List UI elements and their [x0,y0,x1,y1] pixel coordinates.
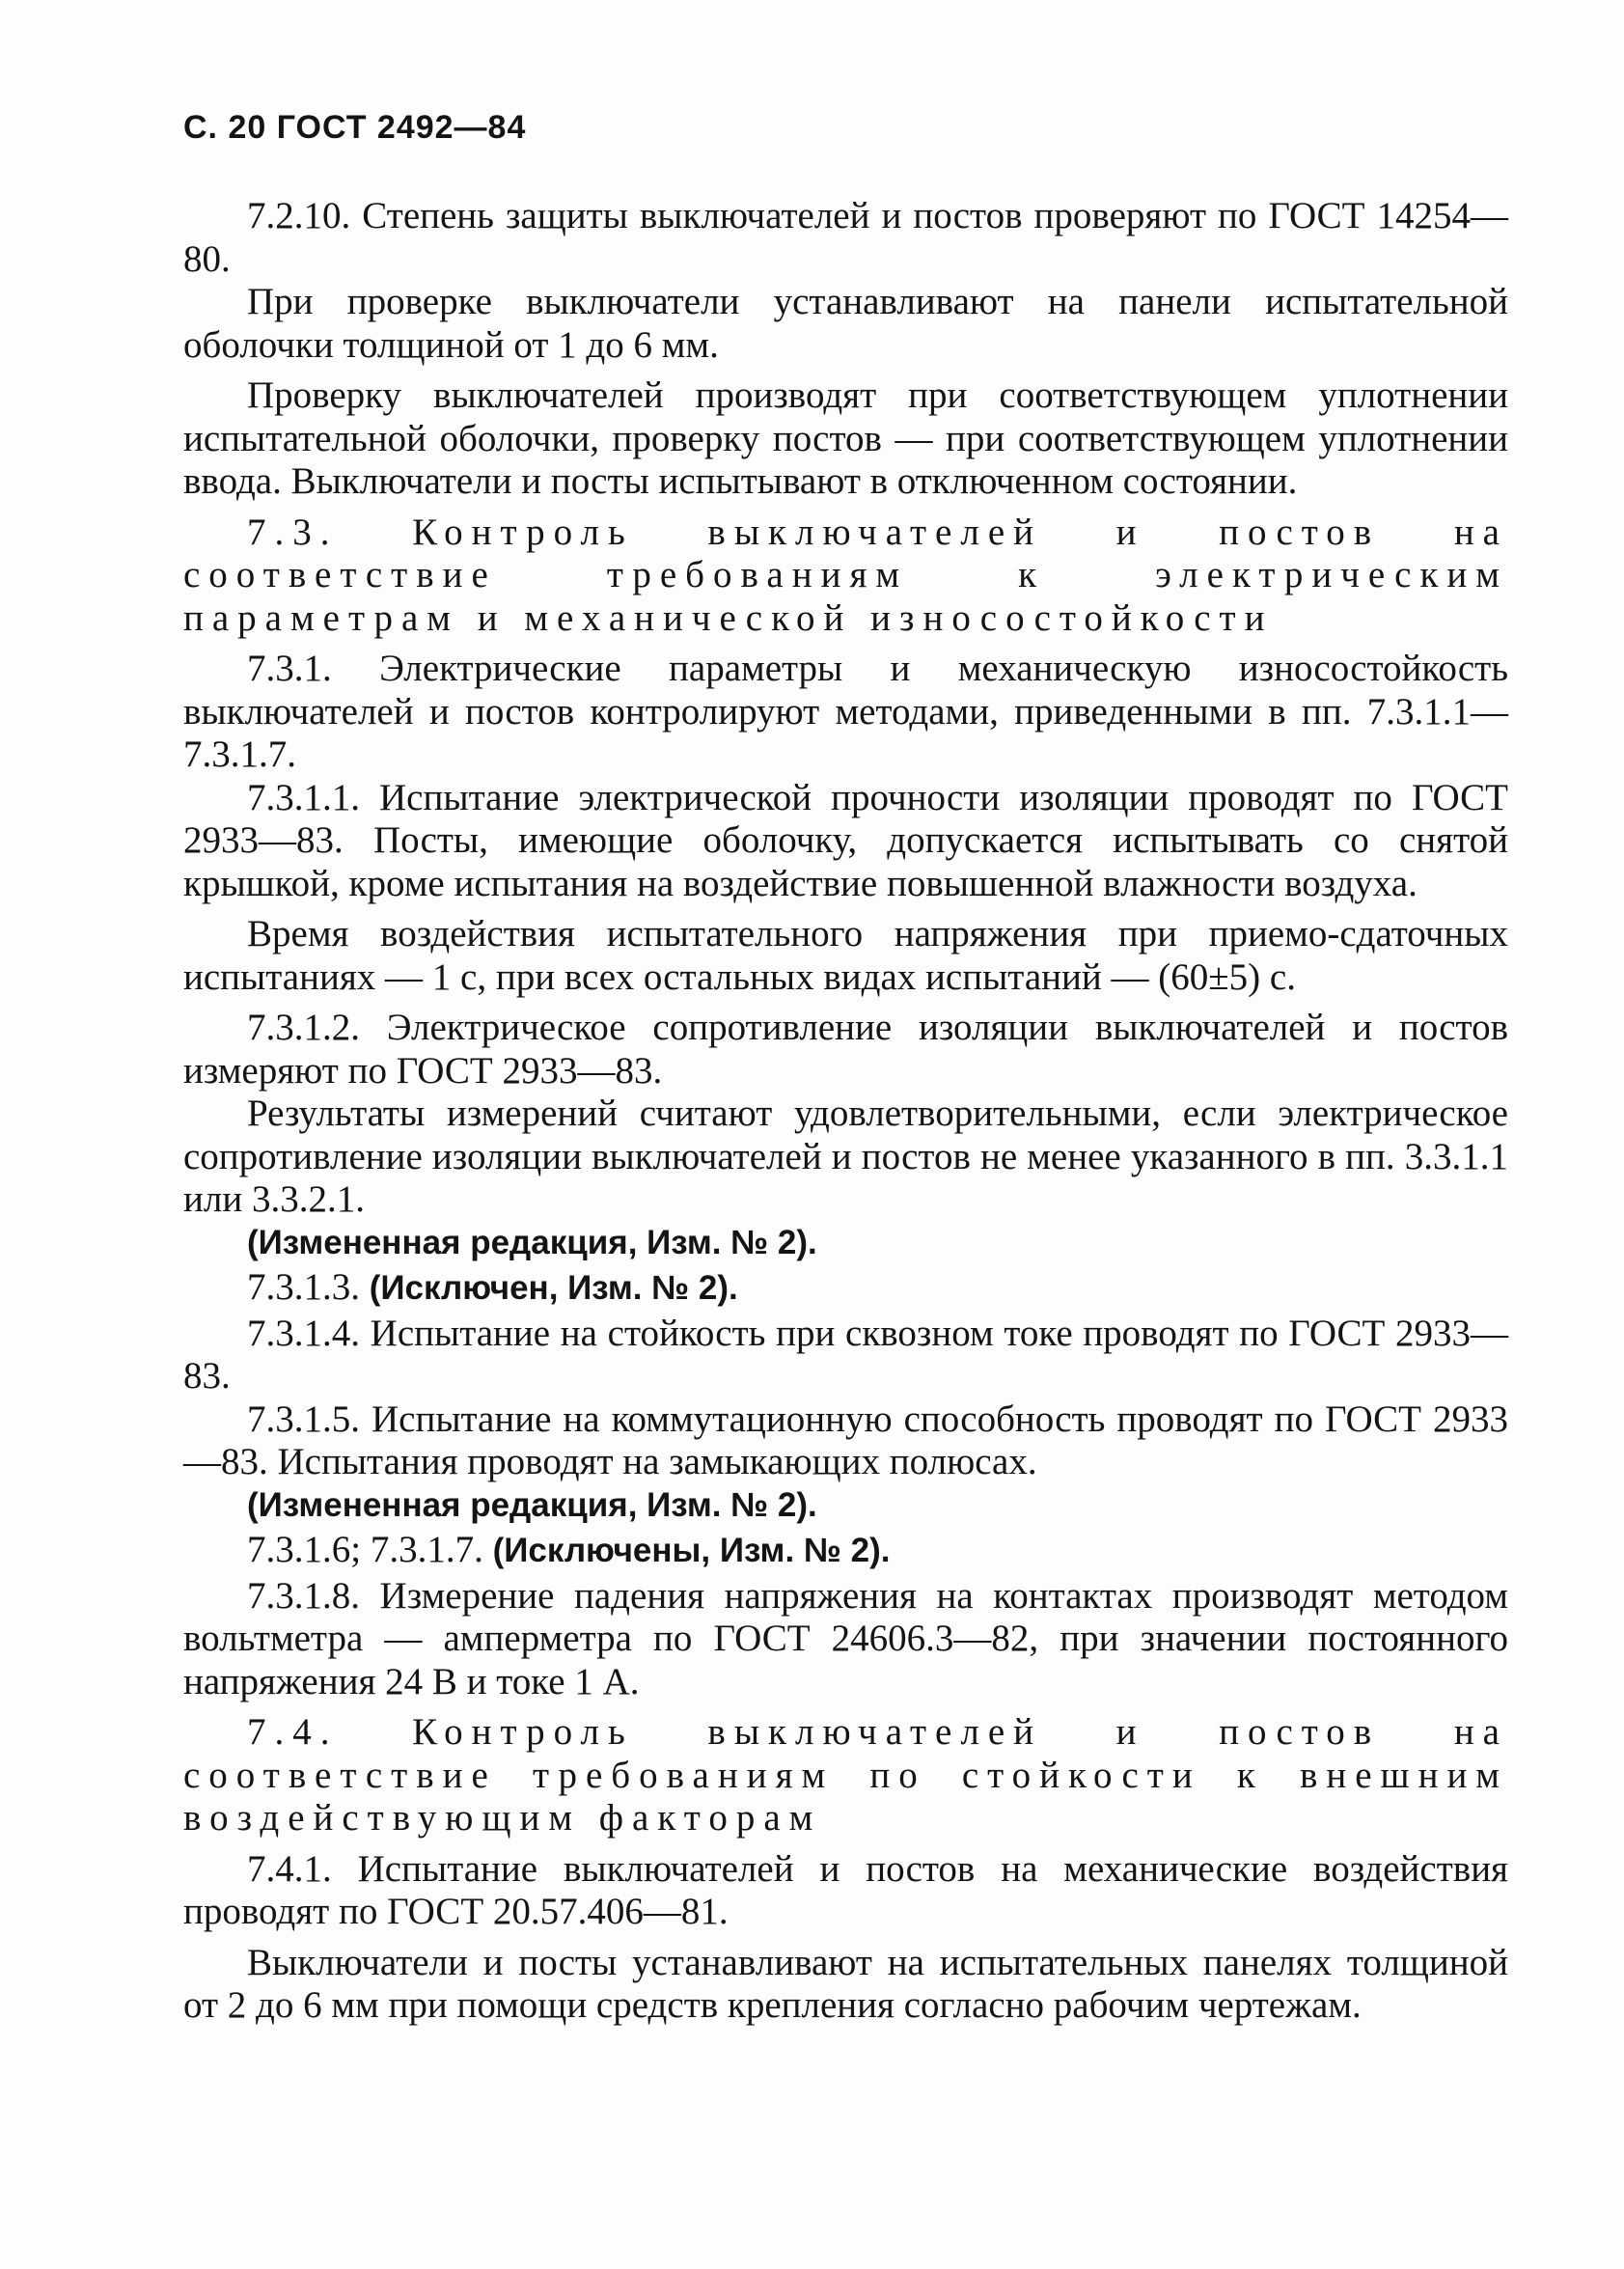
paragraph-7-3-1-1: 7.3.1.1. Испытание электрической прочности изоляции проводят по ГОСТ 2933—83. Посты, имеющие оболочку, допускается испытывать со снятой крышкой, кроме испытания на воздействие повышенной влажности воздуха. [183,776,1508,904]
excluded-note: (Исключены, Изм. № 2). [492,1532,891,1569]
paragraph-test-voltage-time: Время воздействия испытательного напряжения при приемо-сдаточных испытаниях — 1 с, при всех остальных видах испытаний — (60±5) с. [183,913,1508,998]
section-heading-7-3: 7.3. Контроль выключателей и постов на соответствие требованиям к электрическим параметрам и механической износостойкости [183,511,1508,639]
amendment-note-1: (Измененная редакция, Изм. № 2). [247,1223,817,1261]
clause-number: 7.3.1.3. [247,1266,370,1308]
paragraph-7-3-1-8: 7.3.1.8. Измерение падения напряжения на контактах производят методом вольтметра — амперметра по ГОСТ 24606.3—82, при значении постоянного напряжения 24 В и токе 1 А. [183,1574,1508,1702]
page-content [183,108,1508,2035]
paragraph-7-3-1-5: 7.3.1.5. Испытание на коммутационную способность проводят по ГОСТ 2933—83. Испытания проводят на замыкающих полюсах. [183,1397,1508,1482]
running-header: С. 20 ГОСТ 2492—84 [183,109,527,146]
excluded-note: (Исключен, Изм. № 2). [369,1269,738,1307]
section-heading-7-4: 7.4. Контроль выключателей и постов на соответствие требованиям по стойкости к внешним воздействующим факторам [183,1711,1508,1839]
paragraph-panel-mounting: Выключатели и посты устанавливают на испытательных панелях толщиной от 2 до 6 мм при помощи средств крепления согласно рабочим чертежам. [183,1941,1508,2026]
paragraph-7-2-10: 7.2.10. Степень защиты выключателей и постов проверяют по ГОСТ 14254—80. [183,195,1508,280]
amendment-note-2: (Измененная редакция, Изм. № 2). [247,1485,817,1524]
paragraph-sealing-check: Проверку выключателей производят при соответствующем уплотнении испытательной оболочки, проверку постов — при соответствующем уплотнении ввода. Выключатели и посты испытывают в отключенном состоянии. [183,374,1508,502]
clause-number: 7.3.1.6; 7.3.1.7. [247,1529,493,1570]
paragraph-7-4-1: 7.4.1. Испытание выключателей и постов на механические воздействия проводят по ГОСТ 20.57.406—81. [183,1847,1508,1932]
paragraph-mounting-panel: При проверке выключатели устанавливают на панели испытательной оболочки толщиной от 1 до 6 мм. [183,281,1508,366]
paragraph-7-3-1-3 [183,1266,1508,1311]
paragraph-7-3-1-4: 7.3.1.4. Испытание на стойкость при сквозном токе проводят по ГОСТ 2933—83. [183,1312,1508,1397]
paragraph-measurement-results: Результаты измерений считают удовлетворительными, если электрическое сопротивление изоляции выключателей и постов не менее указанного в пп. 3.3.1.1 или 3.3.2.1. [183,1093,1508,1220]
paragraph-7-3-1: 7.3.1. Электрические параметры и механическую износостойкость выключателей и постов контролируют методами, приведенными в пп. 7.3.1.1—7.3.1.7. [183,648,1508,775]
paragraph-7-3-1-6-7 [183,1529,1508,1573]
paragraph-7-3-1-2: 7.3.1.2. Электрическое сопротивление изоляции выключателей и постов измеряют по ГОСТ 2933—83. [183,1007,1508,1092]
body-text [183,195,1508,2028]
